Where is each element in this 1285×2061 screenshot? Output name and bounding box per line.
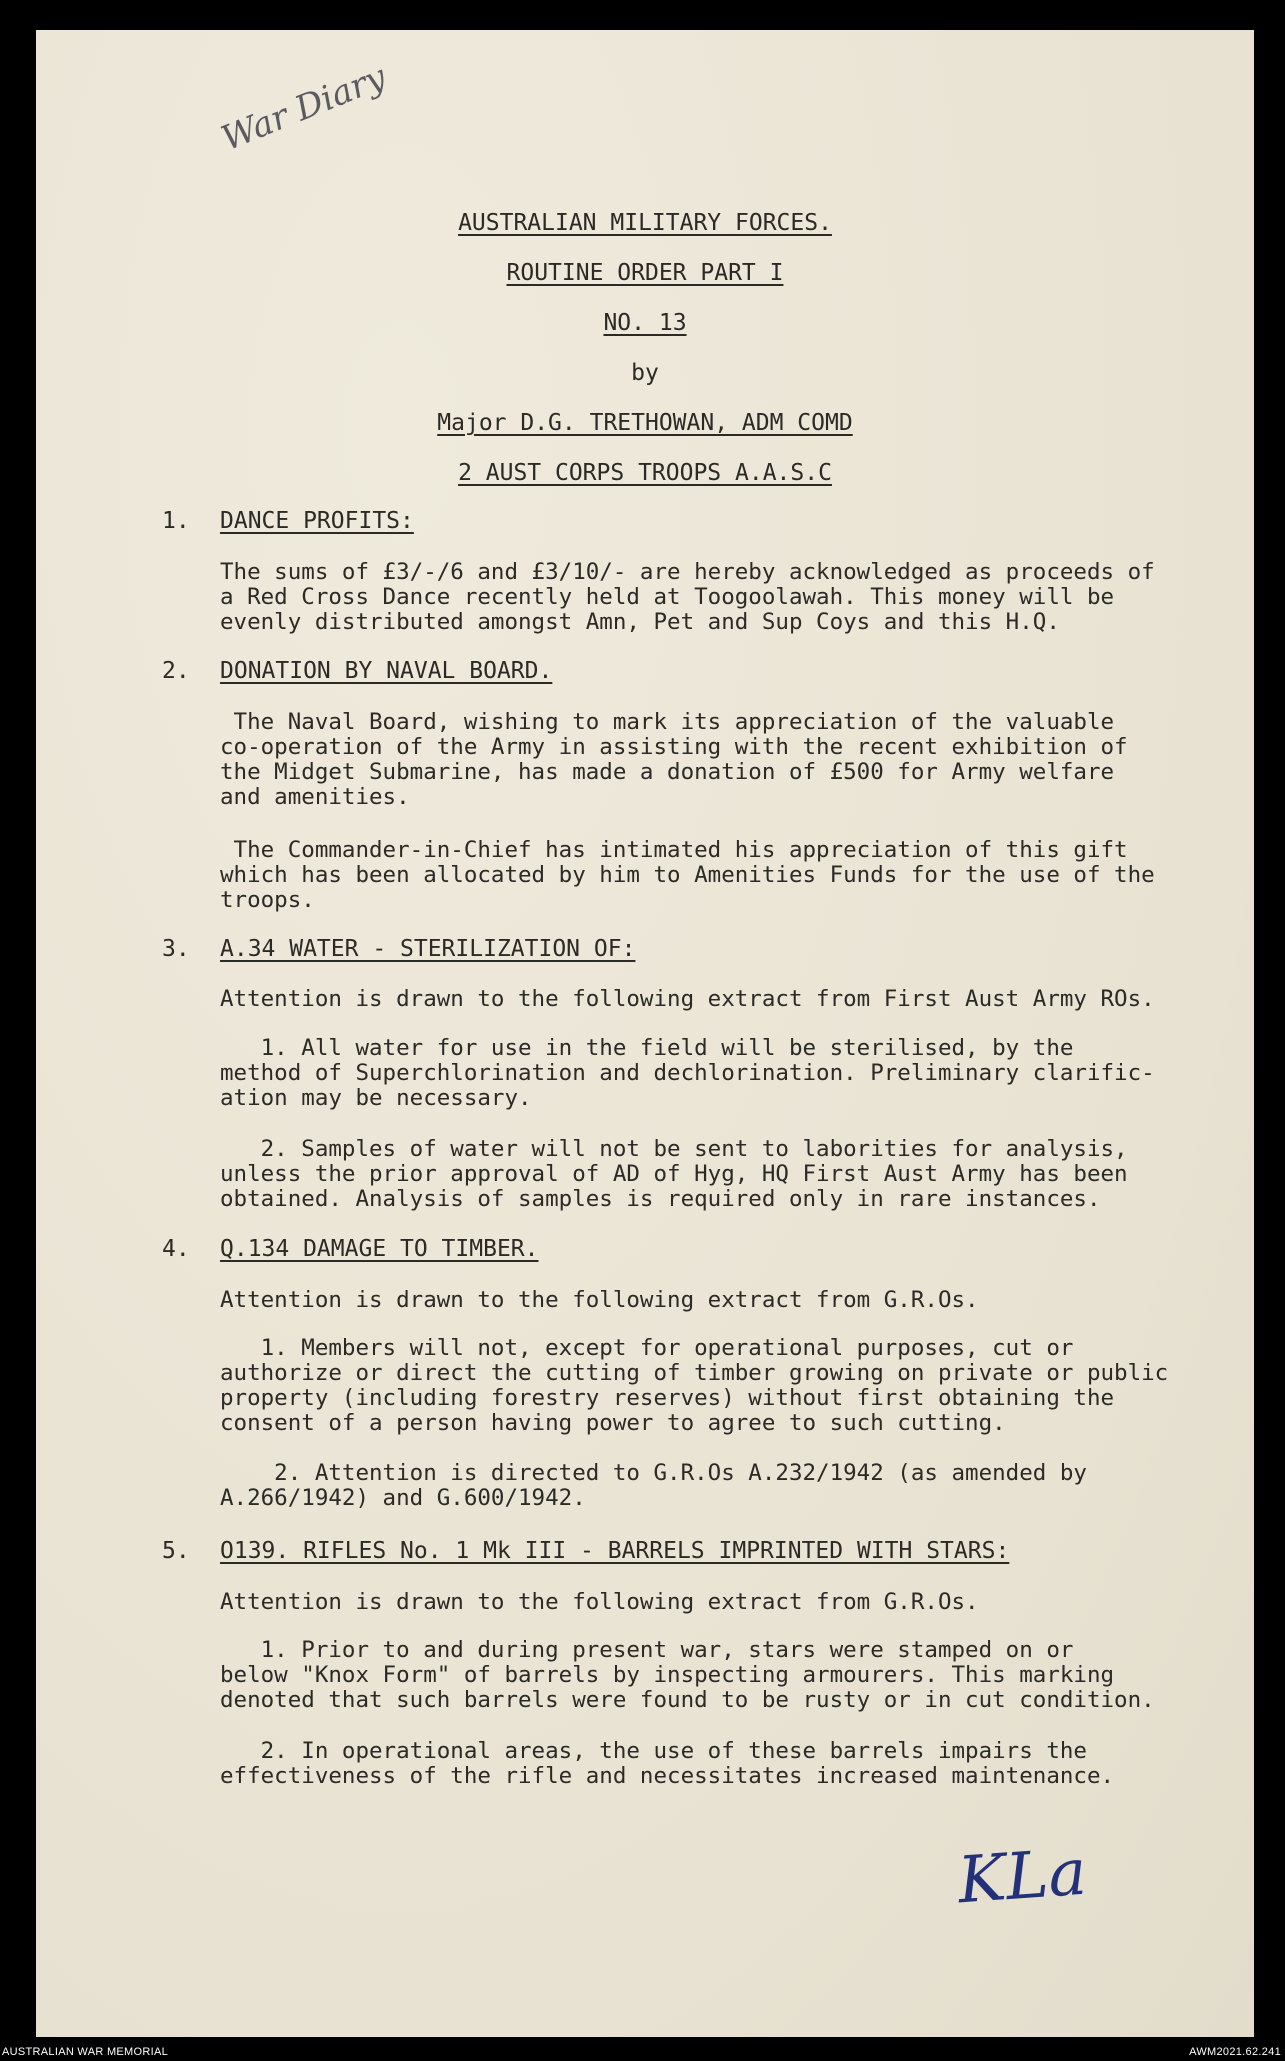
text-line: 2. In operational areas, the use of these barrels impairs the xyxy=(220,1738,1087,1764)
text-line: which has been allocated by him to Amenities Funds for the use of the xyxy=(220,862,1155,888)
text-line: 1. All water for use in the field will be sterilised, by the xyxy=(220,1035,1074,1061)
text-line: Attention is drawn to the following extract from G.R.Os. xyxy=(220,1287,979,1313)
text-line: and amenities. xyxy=(220,784,410,810)
text-line: co-operation of the Army in assisting with the recent exhibition of xyxy=(220,734,1128,760)
handwritten-note: War Diary xyxy=(216,57,392,160)
item-number: 4. xyxy=(162,1236,190,1262)
order-part: ROUTINE ORDER PART I xyxy=(506,260,784,286)
handwritten-signature: KLa xyxy=(955,1835,1089,1919)
item-heading: O139. RIFLES No. 1 Mk III - BARRELS IMPRINTED WITH STARS: xyxy=(220,1538,1010,1564)
text-line: 2. Samples of water will not be sent to laborities for analysis, xyxy=(220,1136,1128,1162)
text-line: 1. Prior to and during present war, stars were stamped on or xyxy=(220,1637,1074,1663)
item-heading: A.34 WATER - STERILIZATION OF: xyxy=(220,936,636,962)
document-page xyxy=(36,30,1254,2037)
item-heading: DONATION BY NAVAL BOARD. xyxy=(220,658,553,684)
text-line: The Naval Board, wishing to mark its appreciation of the valuable xyxy=(220,709,1115,735)
text-line: a Red Cross Dance recently held at Toogoolawah. This money will be xyxy=(220,584,1115,610)
text-line: The Commander-in-Chief has intimated his appreciation of this gift xyxy=(220,837,1128,863)
text-line: obtained. Analysis of samples is required only in rare instances. xyxy=(220,1186,1101,1212)
text-line: evenly distributed amongst Amn, Pet and Sup Coys and this H.Q. xyxy=(220,609,1060,635)
text-line: troops. xyxy=(220,887,315,913)
item-number: 2. xyxy=(162,658,190,684)
text-line: 2. Attention is directed to G.R.Os A.232/1942 (as amended by xyxy=(220,1460,1087,1486)
text-line: The sums of £3/-/6 and £3/10/- are hereby acknowledged as proceeds of xyxy=(220,559,1155,585)
footer-accession-number: AWM2021.62.241 xyxy=(1189,2046,1281,2058)
text-line: Attention is drawn to the following extract from G.R.Os. xyxy=(220,1589,979,1615)
text-line: Attention is drawn to the following extract from First Aust Army ROs. xyxy=(220,986,1155,1012)
text-line: denoted that such barrels were found to be rusty or in cut condition. xyxy=(220,1687,1155,1713)
item-number: 3. xyxy=(162,936,190,962)
footer-credit: AUSTRALIAN WAR MEMORIAL xyxy=(2,2046,169,2058)
by-line: by xyxy=(631,360,659,386)
text-line: consent of a person having power to agree to such cutting. xyxy=(220,1410,1006,1436)
text-line: the Midget Submarine, has made a donation of £500 for Army welfare xyxy=(220,759,1115,785)
text-line: unless the prior approval of AD of Hyg, HQ First Aust Army has been xyxy=(220,1161,1128,1187)
text-line: property (including forestry reserves) without first obtaining the xyxy=(220,1385,1115,1411)
text-line: effectiveness of the rifle and necessitates increased maintenance. xyxy=(220,1763,1115,1789)
text-line: below "Knox Form" of barrels by inspecting armourers. This marking xyxy=(220,1662,1115,1688)
document-title: AUSTRALIAN MILITARY FORCES. xyxy=(458,210,832,236)
item-heading: Q.134 DAMAGE TO TIMBER. xyxy=(220,1236,539,1262)
text-line: 1. Members will not, except for operational purposes, cut or xyxy=(220,1335,1074,1361)
text-line: A.266/1942) and G.600/1942. xyxy=(220,1485,586,1511)
text-line: method of Superchlorination and dechlorination. Preliminary clarific- xyxy=(220,1060,1155,1086)
item-number: 5. xyxy=(162,1538,190,1564)
item-number: 1. xyxy=(162,508,190,534)
text-line: ation may be necessary. xyxy=(220,1085,532,1111)
order-number: NO. 13 xyxy=(603,310,687,336)
text-line: authorize or direct the cutting of timber growing on private or public xyxy=(220,1360,1169,1386)
item-heading: DANCE PROFITS: xyxy=(220,508,414,534)
issuing-officer: Major D.G. TRETHOWAN, ADM COMD xyxy=(437,410,853,436)
unit-name: 2 AUST CORPS TROOPS A.A.S.C xyxy=(458,460,832,486)
